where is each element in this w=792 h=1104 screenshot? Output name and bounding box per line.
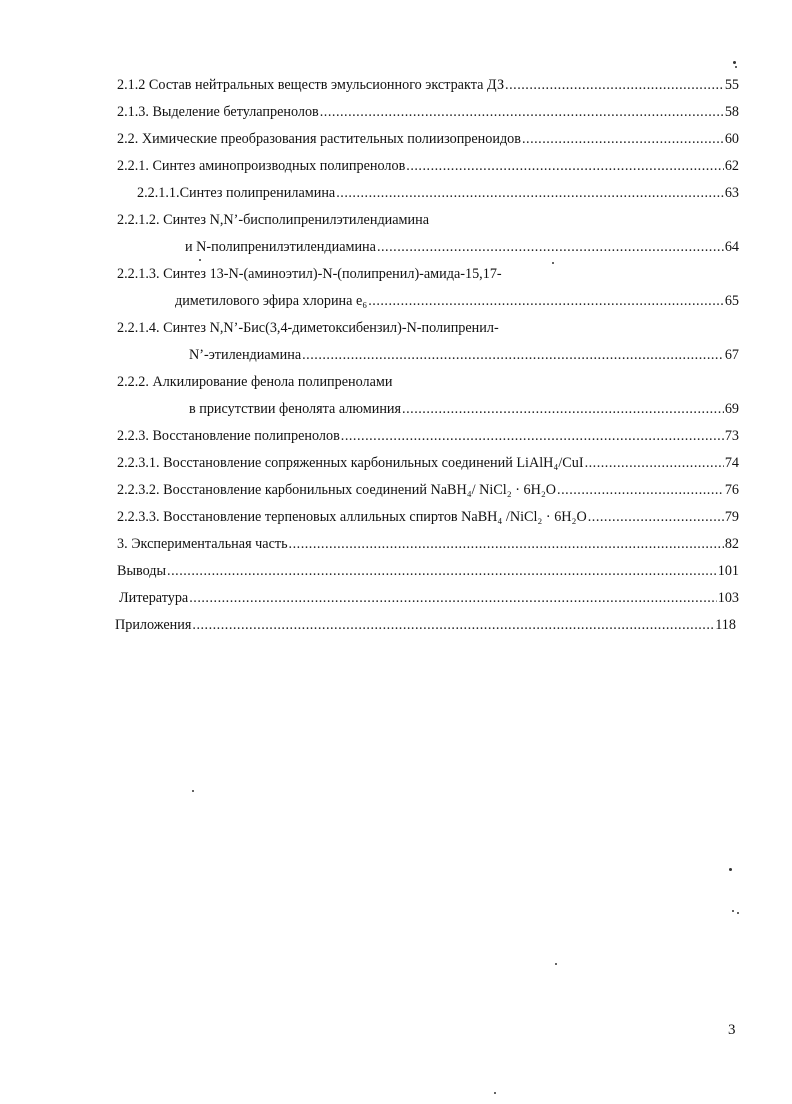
- toc-leader: [377, 238, 724, 256]
- toc-entry-label: 2.2.1. Синтез аминопроизводных полипренолов: [117, 158, 406, 174]
- toc-entry-label: Приложения: [115, 617, 192, 633]
- toc-entry-continuation: диметилового эфира хлорина e₆: [175, 293, 368, 309]
- toc-entry-page: 73: [724, 428, 739, 444]
- toc-entry-label: 2.2. Химические преобразования растительных полиизопреноидов: [117, 131, 521, 147]
- toc-leader: [406, 157, 724, 175]
- toc-entry-page: 103: [717, 590, 739, 606]
- toc-leader: [302, 346, 724, 364]
- toc-entry-label: 2.2.2. Алкилирование фенола полипренолами: [117, 374, 393, 390]
- toc-entry-page: 64: [724, 239, 739, 255]
- toc-entry: [189, 346, 739, 364]
- toc-entry: [117, 454, 739, 472]
- toc-entry-label: 3. Экспериментальная часть: [117, 536, 288, 552]
- toc-entry: [189, 400, 739, 418]
- toc-entry-page: 58: [724, 104, 739, 120]
- toc-entry-page: 69: [724, 401, 739, 417]
- toc-entry: [137, 184, 739, 202]
- toc-entry-label: 2.2.1.1.Синтез полипрениламина: [137, 185, 336, 201]
- toc-leader: [192, 616, 714, 634]
- toc-leader: [557, 481, 724, 499]
- toc-entry-page: 55: [724, 77, 739, 93]
- toc-entry: [185, 238, 739, 256]
- toc-leader: [167, 562, 717, 580]
- scan-speck: [199, 259, 201, 261]
- toc-entry: [117, 535, 739, 553]
- toc-entry-page: 76: [724, 482, 739, 498]
- scan-speck: [555, 963, 557, 965]
- toc-entry-continuation: и N-полипренилэтилендиамина: [185, 239, 376, 255]
- toc-entry-label: 2.2.1.2. Синтез N,N’-бисполипренилэтилендиамина: [117, 212, 430, 228]
- scan-speck: [735, 66, 737, 68]
- toc-entry-label: 2.2.3.2. Восстановление карбонильных соединений NaBH₄/ NiCl₂ · 6H₂O: [117, 482, 557, 498]
- toc-leader: [505, 76, 724, 94]
- scan-speck: [733, 61, 736, 64]
- toc-entry: [117, 481, 739, 499]
- toc-entry-page: 67: [724, 347, 739, 363]
- toc-entry-label: 2.1.3. Выделение бетулапренолов: [117, 104, 319, 120]
- toc-leader: [289, 535, 724, 553]
- toc-entry-page: 79: [724, 509, 739, 525]
- toc-entry-label: Литература: [119, 590, 189, 606]
- toc-entry-label: 2.2.3. Восстановление полипренолов: [117, 428, 340, 444]
- page-number: 3: [728, 1022, 736, 1038]
- toc-entry-label: 2.2.3.3. Восстановление терпеновых аллильных спиртов NaBH₄ /NiCl₂ · 6H₂O: [117, 509, 587, 525]
- toc-leader: [341, 427, 724, 445]
- toc-entry: [115, 616, 736, 634]
- toc-entry-page: 82: [724, 536, 739, 552]
- toc-entry: [117, 562, 739, 580]
- toc-entry: [117, 130, 739, 148]
- toc-entry: [117, 427, 739, 445]
- toc-leader: [588, 508, 724, 526]
- toc-leader: [368, 292, 724, 310]
- toc-entry: [175, 292, 739, 310]
- toc-entry: [117, 508, 739, 526]
- toc-leader: [402, 400, 724, 418]
- scan-speck: [737, 912, 739, 914]
- toc-entry-page: 62: [724, 158, 739, 174]
- toc-entry: [117, 103, 739, 121]
- toc-entry-label: 2.1.2 Состав нейтральных веществ эмульсионного экстракта ДЗ: [117, 77, 505, 93]
- toc-entry: [119, 589, 739, 607]
- toc-entry: [117, 76, 739, 94]
- toc-entry-label: Выводы: [117, 563, 167, 579]
- toc-leader: [189, 589, 716, 607]
- toc-leader: [522, 130, 724, 148]
- toc-entry-label: 2.2.1.3. Синтез 13-N-(аминоэтил)-N-(полипренил)-амида-15,17-: [117, 266, 502, 282]
- toc-entry-page: 63: [724, 185, 739, 201]
- toc-leader: [336, 184, 724, 202]
- toc-entry-continuation: N’-этилендиамина: [189, 347, 302, 363]
- toc-entry-page: 118: [715, 617, 736, 633]
- toc-entry-page: 65: [724, 293, 739, 309]
- scan-speck: [729, 868, 732, 871]
- toc-entry-continuation: в присутствии фенолята алюминия: [189, 401, 402, 417]
- scan-speck: [732, 910, 734, 912]
- toc-entry-label: 2.2.3.1. Восстановление сопряженных карбонильных соединений LiAlH₄/CuI: [117, 455, 584, 471]
- scan-speck: [192, 790, 194, 792]
- toc-entry-page: 101: [717, 563, 739, 579]
- toc-entry-page: 74: [724, 455, 739, 471]
- toc-leader: [320, 103, 724, 121]
- toc-leader: [585, 454, 724, 472]
- scan-speck: [552, 262, 554, 264]
- scan-speck: [494, 1092, 496, 1094]
- toc-entry-label: 2.2.1.4. Синтез N,N’-Бис(3,4-диметоксибензил)-N-полипренил-: [117, 320, 499, 336]
- toc-entry: [117, 157, 739, 175]
- toc-entry-page: 60: [724, 131, 739, 147]
